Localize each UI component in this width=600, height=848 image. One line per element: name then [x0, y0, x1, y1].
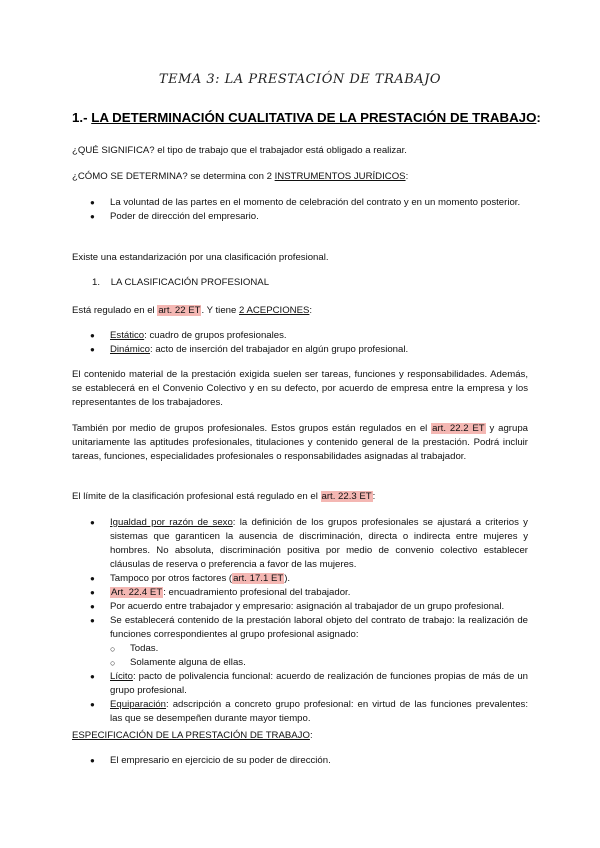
- sub-item: ○ Todas.: [90, 642, 528, 656]
- list-item: [90, 670, 528, 698]
- reg-b: . Y tiene: [201, 305, 239, 316]
- acepciones: 2 ACEPCIONES: [239, 305, 310, 316]
- main-heading: [72, 110, 541, 125]
- article-ref: Art. 22.4 ET: [111, 587, 163, 598]
- term: Estático: [110, 330, 145, 341]
- q1-text: el tipo de trabajo que el trabajador está obligado a realizar.: [154, 145, 407, 156]
- limit-line: [72, 490, 528, 504]
- item-text: ).: [284, 573, 291, 584]
- q2-instruments: INSTRUMENTOS JURÍDICOS: [274, 171, 406, 182]
- regulation-line: [72, 304, 528, 318]
- list-item: ● La voluntad de las partes en el momento de celebración del contrato y en un momento posterior.: [90, 196, 528, 210]
- item-text: : pacto de polivalencia funcional: acuerdo de realización de funciones propias de más de un grupo profesional.: [110, 671, 528, 696]
- q2-end: :: [405, 171, 409, 182]
- doc-title: TEMA 3: LA PRESTACIÓN DE TRABAJO: [158, 72, 442, 87]
- item-text: : encuadramiento profesional del trabajador.: [163, 587, 351, 598]
- article-ref: art. 22.2 ET: [432, 423, 485, 434]
- para2-a: También por medio de grupos profesionales. Estos grupos están regulados en el: [72, 423, 432, 434]
- item-text: : adscripción a concreto grupo profesional: en virtud de las funciones prevalentes: las que se desempeñen durante mayor tiempo.: [110, 699, 528, 724]
- q1-label: ¿QUÉ SIGNIFICA?: [72, 145, 155, 156]
- list-item: ● Se establecerá contenido de la prestación laboral objeto del contrato de trabajo: la realización de funciones correspondientes al grupo profesional asignado:: [90, 614, 528, 642]
- spec-title: ESPECIFICACIÓN DE LA PRESTACIÓN DE TRABAJO: [72, 730, 310, 741]
- section-title: LA CLASIFICACIÓN PROFESIONAL: [110, 277, 270, 288]
- list-item: [90, 586, 528, 600]
- reg-a: Está regulado en el: [72, 305, 158, 316]
- list-item: ● Por acuerdo entre trabajador y empresario: asignación al trabajador de un grupo profesional.: [90, 600, 528, 614]
- bullet-list-4: [90, 754, 528, 768]
- term: Dinámico: [110, 344, 150, 355]
- article-ref: art. 22.3 ET: [321, 491, 372, 502]
- article-ref: art. 22 ET: [158, 305, 201, 316]
- list-item: [90, 572, 528, 586]
- item-text: Tampoco por otros factores (: [110, 573, 233, 584]
- paragraph-2: [72, 422, 528, 464]
- bullet-list-2: [90, 329, 528, 357]
- item-text: : cuadro de grupos profesionales.: [144, 330, 287, 341]
- section-heading-1: [92, 277, 269, 288]
- list-item: [90, 698, 528, 726]
- limit-b: :: [372, 491, 376, 502]
- bullet-list-1: [90, 196, 528, 224]
- term: Equiparación: [110, 699, 167, 710]
- para2-b: y agrupa unitariamente las aptitudes profesionales, titulaciones y contenido general de la prestación. Podrá incluir tareas, funciones, especialidades profesionales o responsabilidades asignadas al trabajador.: [72, 423, 528, 462]
- spec-colon: :: [309, 730, 313, 741]
- list-item: [90, 329, 528, 343]
- question-1: [72, 144, 528, 158]
- reg-c: :: [309, 305, 313, 316]
- q2-text: se determina con 2: [187, 171, 275, 182]
- article-ref: art. 17.1 ET: [233, 573, 284, 584]
- list-item: [90, 516, 528, 572]
- section-number: 1.: [92, 277, 101, 288]
- item-text: : acto de inserción del trabajador en algún grupo profesional.: [150, 344, 409, 355]
- heading-text: LA DETERMINACIÓN CUALITATIVA DE LA PRESTACIÓN DE TRABAJO: [91, 110, 537, 125]
- term: Igualdad por razón de sexo: [110, 517, 233, 528]
- item-text: : la definición de los grupos profesionales se ajustará a criterios y sistemas que garanticen la ausencia de discriminación, directa o indirecta entre mujeres y hombres. No absoluta, discriminación positiva por medio de convenio colectivo establecer cláusulas de reserva o preferencia a favor de las mujeres.: [110, 517, 528, 570]
- list-item: ● Poder de dirección del empresario.: [90, 210, 528, 224]
- sub-item: ○ Solamente alguna de ellas.: [90, 656, 528, 670]
- list-item: ● El empresario en ejercicio de su poder de dirección.: [90, 754, 528, 768]
- term: Lícito: [110, 671, 133, 682]
- spec-heading: [72, 729, 528, 743]
- bullet-list-3: [90, 516, 528, 726]
- paragraph-1: El contenido material de la prestación exigida suelen ser tareas, funciones y responsabilidades. Además, se establecerá en el Convenio Colectivo y en su defecto, por acuerdo de empresa entre la empresa y los representantes de los trabajadores.: [72, 369, 528, 408]
- limit-a: El límite de la clasificación profesional está regulado en el: [72, 491, 321, 502]
- list-item: [90, 343, 528, 357]
- heading-number: 1.-: [72, 110, 92, 125]
- question-2: [72, 170, 528, 184]
- q2-label: ¿CÓMO SE DETERMINA?: [72, 171, 188, 182]
- standardization-text: Existe una estandarización por una clasificación profesional.: [72, 252, 329, 263]
- heading-colon: :: [536, 110, 541, 125]
